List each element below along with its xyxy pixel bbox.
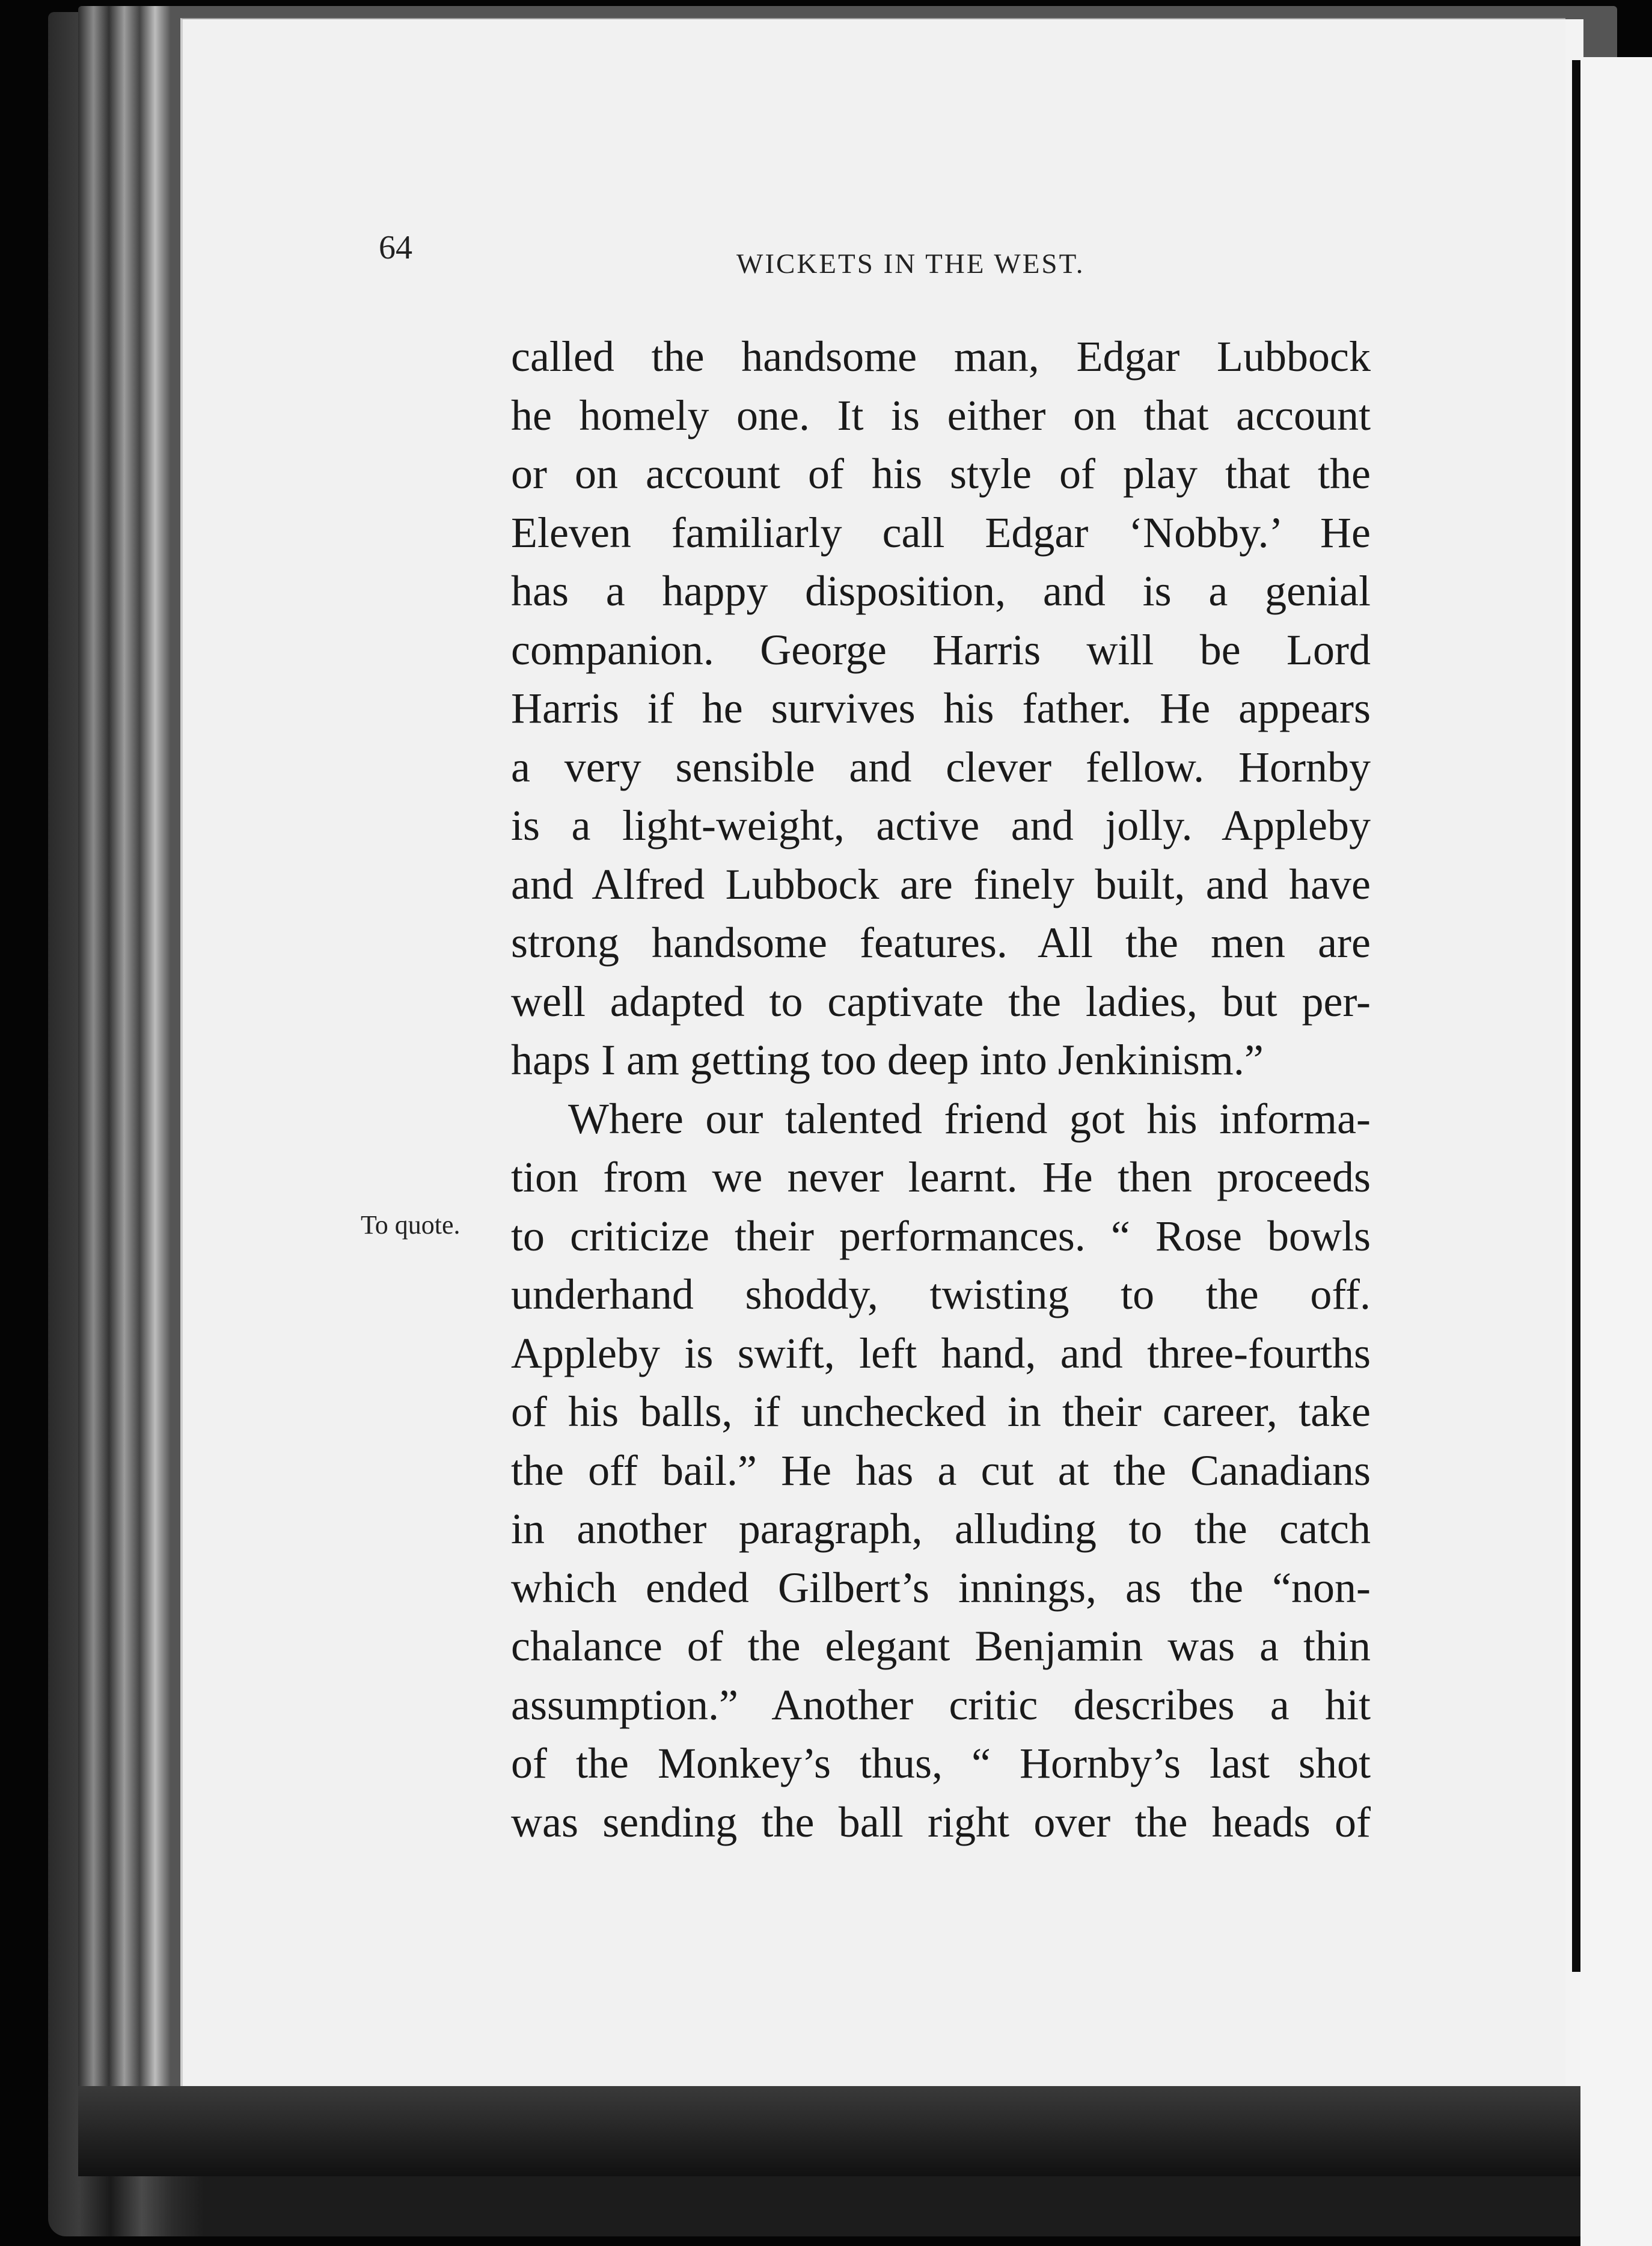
text-line: Appleby is swift, left hand, and three-fourths xyxy=(511,1329,1371,1377)
text-line: tion from we never learnt. He then proceeds xyxy=(511,1153,1371,1201)
text-line: chalance of the elegant Benjamin was a thin xyxy=(511,1622,1371,1670)
text-line: the off bail.” He has a cut at the Canadians xyxy=(511,1446,1371,1495)
text-line: well adapted to captivate the ladies, but per- xyxy=(511,977,1371,1026)
page-bottom-shadow xyxy=(78,2086,1617,2176)
body-text xyxy=(511,328,1371,1852)
facing-page-strip xyxy=(1580,57,1652,2246)
text-line: assumption.” Another critic describes a hit xyxy=(511,1680,1371,1729)
text-line: of the Monkey’s thus, “ Hornby’s last shot xyxy=(511,1739,1371,1787)
text-line: Eleven familiarly call Edgar ‘Nobby.’ He xyxy=(511,508,1371,557)
text-line: companion. George Harris will be Lord xyxy=(511,625,1371,674)
text-line: Where our talented friend got his informa- xyxy=(568,1094,1371,1143)
gutter-rule xyxy=(1572,60,1580,1972)
text-line: in another paragraph, alluding to the catch xyxy=(511,1505,1371,1553)
text-line: he homely one. It is either on that account xyxy=(511,391,1371,439)
text-line: strong handsome features. All the men are xyxy=(511,919,1371,967)
margin-note: To quote. xyxy=(361,1210,460,1240)
text-line: Harris if he survives his father. He appears xyxy=(511,684,1371,732)
text-line: a very sensible and clever fellow. Hornby xyxy=(511,742,1371,791)
text-line: which ended Gilbert’s innings, as the “non- xyxy=(511,1563,1371,1612)
text-line: of his balls, if unchecked in their career, take xyxy=(511,1388,1371,1436)
text-line: is a light-weight, active and jolly. Appleby xyxy=(511,801,1371,849)
text-line: haps I am getting too deep into Jenkinism.” xyxy=(511,1036,1264,1084)
page-number: 64 xyxy=(379,229,412,266)
text-line: was sending the ball right over the heads of xyxy=(511,1798,1371,1846)
text-line: has a happy disposition, and is a genial xyxy=(511,567,1371,615)
text-line: to criticize their performances. “ Rose bowls xyxy=(511,1211,1371,1260)
running-head: WICKETS IN THE WEST. xyxy=(736,248,1085,280)
text-line: underhand shoddy, twisting to the off. xyxy=(511,1270,1371,1318)
text-line: and Alfred Lubbock are finely built, and have xyxy=(511,860,1371,908)
text-line: or on account of his style of play that the xyxy=(511,450,1371,498)
text-line: called the handsome man, Edgar Lubbock xyxy=(511,332,1371,381)
